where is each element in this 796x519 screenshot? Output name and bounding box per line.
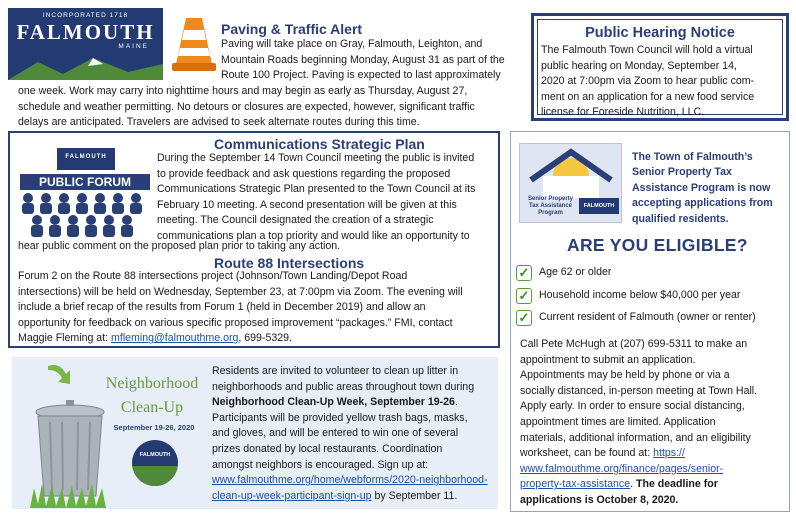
badge-landscape	[132, 466, 178, 486]
intro-line: The Town of Falmouth’s	[632, 151, 753, 163]
badge-line: Tax Assistance	[528, 203, 573, 209]
hearing-line: The Falmouth Town Council will hold a virtual	[541, 44, 753, 56]
intro-line: accepting applications from	[632, 197, 773, 210]
cleanup-line: amongst neighbors is encouraged. Sign up at:	[212, 458, 429, 471]
cleanup-line: prizes donated by local restaurants. Coordination	[212, 442, 443, 455]
paving-text-bottom	[18, 84, 475, 131]
signup-link[interactable]: www.falmouthme.org/home/webforms/2020-neighborhood-	[212, 474, 488, 487]
route-line: intersections) will be held on Wednesday, September 23, at 7:00pm via Zoom. The evening will	[18, 285, 463, 298]
body-line: socially distanced, in-person meeting at Town Hall.	[520, 384, 758, 397]
paving-line: schedule and weather permitting. No detours or closures are expected, however, significant traffic	[18, 100, 475, 113]
body-line: appointment to submit an application.	[520, 353, 696, 366]
logo-state: MAINE	[118, 43, 149, 50]
cleanup-period: .	[454, 396, 458, 409]
hearing-line: ment on an application for a new food service	[541, 90, 755, 103]
criteria-item: Age 62 or older	[539, 266, 612, 278]
cleanup-dates: September 19-26, 2020	[113, 423, 195, 432]
signup-link[interactable]: clean-up-week-participant-sign-up	[212, 489, 372, 502]
mountain-icon	[8, 54, 163, 80]
communications-title: Communications Strategic Plan	[214, 136, 425, 152]
eligible-title: ARE YOU ELIGIBLE?	[567, 235, 748, 255]
cleanup-bold: Neighborhood Clean-Up Week, September 19-26	[212, 396, 455, 409]
cleanup-line: Participants will be provided yellow trash bags, masks,	[212, 411, 468, 424]
cleanup-line: and gloves, and will be entered to win one of several	[212, 427, 459, 440]
deadline-text: applications is October 8, 2020.	[520, 493, 679, 506]
intro-line: Assistance Program is now	[632, 181, 771, 194]
body-line: Apply early. In order to ensure social distancing,	[520, 400, 745, 413]
cleanup-line	[212, 473, 488, 489]
paving-line: Paving will take place on Gray, Falmouth, Leighton, and	[221, 38, 483, 50]
body-line: Call Pete McHugh at (207) 699-5311 to make an	[520, 338, 748, 350]
cleanup-badge	[132, 440, 178, 486]
senior-body	[520, 337, 757, 509]
body-line	[520, 446, 757, 462]
body-line	[520, 477, 757, 493]
house-icon	[523, 146, 619, 198]
route88-title: Route 88 Intersections	[214, 255, 365, 271]
checkmark-icon: ✓	[516, 265, 532, 281]
badge-text	[523, 196, 578, 217]
comm-line: to provide feedback and ask questions regarding the proposed	[157, 167, 451, 180]
paving-text-top	[221, 37, 505, 84]
body-line	[520, 462, 757, 478]
senior-link[interactable]: www.falmouthme.org/finance/pages/senior-	[520, 462, 724, 475]
falmouth-logo	[8, 8, 163, 80]
cleanup-line	[212, 489, 488, 505]
comm-line: communications plan a top priority and would like an opportunity to	[157, 229, 470, 242]
senior-link[interactable]: https://	[653, 447, 685, 460]
cleanup-text	[212, 364, 488, 504]
public-hearing-box	[531, 13, 789, 121]
route-line: opportunity for feedback on various specific proposed improvement “packages.” FMI, contact	[18, 316, 453, 329]
body-line: Appointments may be held by phone or via a	[520, 369, 730, 382]
audience-icon	[20, 192, 150, 240]
paving-line: delays are anticipated. Travelers are advised to seek alternate routes during this time.	[18, 116, 420, 129]
checkmark-icon: ✓	[516, 288, 532, 304]
cleanup-line	[212, 395, 488, 411]
communications-text	[157, 151, 475, 245]
public-forum-label: PUBLIC FORUM	[20, 174, 150, 190]
cleanup-heading	[104, 372, 200, 420]
public-forum-graphic	[20, 148, 150, 240]
cleanup-title: Clean-Up	[120, 399, 184, 416]
deadline-sep: .	[630, 478, 636, 491]
badge-line: Program	[538, 210, 563, 216]
paving-line: Route 100 Project. Paving is expected to last approximately	[221, 69, 501, 82]
contact-prefix: Maggie Fleming at:	[18, 332, 112, 345]
route-line: Forum 2 on the Route 88 intersections project (Johnson/Town Landing/Depot Road	[18, 270, 408, 282]
paving-title: Paving & Traffic Alert	[221, 21, 363, 37]
contact-suffix: , 699-5329.	[238, 332, 292, 345]
senior-program-badge	[519, 143, 622, 223]
public-hearing-title: Public Hearing Notice	[585, 25, 735, 41]
comm-line: February 10 meeting. A second presentation will be given at this	[157, 198, 457, 211]
body-line: appointment times are limited. Application	[520, 415, 716, 428]
body-line: materials, additional information, and an eligibility	[520, 431, 751, 444]
cleanup-line: Residents are invited to volunteer to clean up litter in	[212, 365, 459, 377]
paving-line: one week. Work may carry into nighttime hours and may begin as early as Thursday, August 27,	[18, 85, 468, 97]
comm-line: During the September 14 Town Council meeting the public is invited	[157, 152, 475, 164]
intro-line: Senior Property Tax	[632, 166, 732, 179]
cleanup-title: Neighborhood	[105, 375, 199, 392]
signup-deadline: by September 11.	[371, 489, 458, 502]
email-link[interactable]: mfleming@falmouthme.org	[111, 332, 239, 345]
paving-line: Mountain Roads beginning Monday, August 31 as part of the	[221, 53, 505, 66]
badge-logo: FALMOUTH	[579, 198, 619, 214]
senior-intro	[632, 150, 773, 227]
criteria-item: Current resident of Falmouth (owner or renter)	[539, 311, 756, 323]
hearing-line: license for Foreside Nutrition, LLC.	[541, 106, 705, 119]
comm-line: Communications Strategic Plan presented to the Town Council at its	[157, 183, 476, 196]
body-text: worksheet, can be found at:	[520, 447, 654, 460]
checkmark-icon: ✓	[516, 310, 532, 326]
public-hearing-text	[541, 43, 783, 121]
traffic-cone-icon	[172, 14, 216, 74]
criteria-item: Household income below $40,000 per year	[539, 289, 741, 301]
comm-line: hear public comment on the proposed plan prior to taking any action.	[18, 240, 341, 252]
hearing-line: 2020 at 7:00pm via Zoom to hear public com-	[541, 75, 755, 88]
intro-line: qualified residents.	[632, 212, 729, 225]
trash-can-icon	[30, 360, 110, 508]
badge-line: Senior Property	[527, 196, 573, 202]
logo-incorporated: INCORPORATED 1718	[42, 12, 129, 19]
route88-text	[18, 269, 463, 347]
body-line	[520, 493, 757, 509]
forum-logo: FALMOUTH	[57, 148, 115, 170]
hearing-line: public hearing on Monday, September 14,	[541, 59, 737, 72]
comm-line: meeting. The Council designated the creation of a strategic	[157, 214, 434, 227]
deadline-text: The deadline for	[636, 478, 718, 491]
route-contact-line	[18, 331, 463, 347]
senior-link[interactable]: property-tax-assistance	[520, 478, 631, 491]
route-line: include a brief recap of the results from Forum 1 (held in December 2019) and allow an	[18, 301, 426, 314]
logo-name: FALMOUTH	[16, 20, 155, 44]
cleanup-badge-logo: FALMOUTH	[139, 452, 171, 458]
cleanup-line: neighborhoods and public areas throughout town during	[212, 380, 475, 393]
